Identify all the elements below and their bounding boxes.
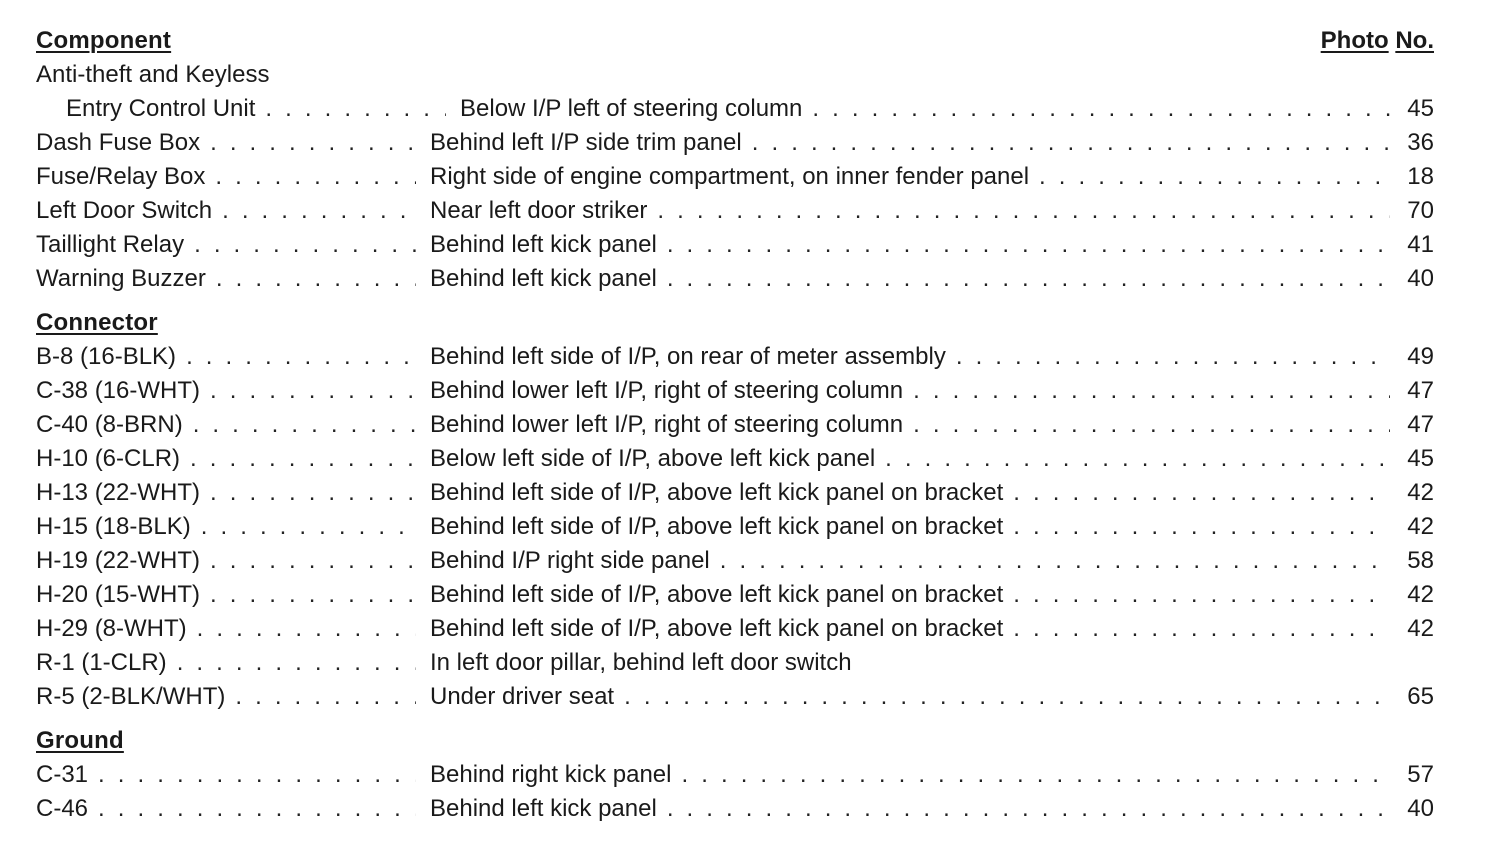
- leader-dots: [191, 510, 416, 544]
- photo-number: 40: [1407, 265, 1434, 292]
- leader-dots: [657, 262, 1390, 296]
- connector-name: H-19 (22-WHT): [36, 547, 201, 574]
- section-heading-ground: Ground: [36, 727, 124, 754]
- location-cell: [430, 374, 1390, 408]
- leader-dots: [875, 442, 1390, 476]
- table-row: [36, 758, 1434, 792]
- connector-name-cell: [36, 680, 416, 714]
- leader-dots: [206, 262, 416, 296]
- location-text: Near left door striker: [430, 197, 648, 224]
- leader-dots: [647, 194, 1390, 228]
- location-text: Below I/P left of steering column: [460, 95, 803, 122]
- leader-dots: [200, 374, 416, 408]
- leader-dots: [88, 792, 416, 826]
- table-row: [36, 646, 1434, 680]
- location-text: Behind lower left I/P, right of steering column: [430, 411, 904, 438]
- connector-name-cell: [36, 544, 416, 578]
- location-text: Behind left side of I/P, above left kick panel on bracket: [430, 479, 1004, 506]
- component-name: Left Door Switch: [36, 197, 213, 224]
- table-row: [36, 228, 1434, 262]
- connector-name-cell: [36, 442, 416, 476]
- leader-dots: [710, 544, 1390, 578]
- photo-number-heading: [1321, 24, 1434, 58]
- photo-number: 42: [1407, 581, 1434, 608]
- component-name: Dash Fuse Box: [36, 129, 201, 156]
- connector-name-cell: [36, 646, 416, 680]
- location-text: In left door pillar, behind left door switch: [430, 649, 852, 676]
- photo-number: 42: [1407, 615, 1434, 642]
- photo-number: 70: [1407, 197, 1434, 224]
- connector-name: R-5 (2-BLK/WHT): [36, 683, 226, 710]
- location-cell: [460, 92, 1390, 126]
- component-name: Entry Control Unit: [66, 95, 256, 122]
- connector-name: H-10 (6-CLR): [36, 445, 181, 472]
- location-text: Behind left side of I/P, on rear of meter assembly: [430, 343, 946, 370]
- location-text: Below left side of I/P, above left kick panel: [430, 445, 876, 472]
- component-name-cell: [36, 228, 416, 262]
- photo-heading-word1: Photo: [1320, 27, 1389, 54]
- photo-number: 49: [1407, 343, 1434, 370]
- leader-dots: [212, 194, 416, 228]
- table-row: [36, 194, 1434, 228]
- connector-name: H-13 (22-WHT): [36, 479, 201, 506]
- component-name: Warning Buzzer: [36, 265, 206, 292]
- component-heading-row: [36, 24, 1434, 58]
- location-text: Behind left side of I/P, above left kick panel on bracket: [430, 513, 1004, 540]
- location-text: Behind left kick panel: [430, 795, 657, 822]
- photo-number: 40: [1407, 795, 1434, 822]
- leader-dots: [903, 374, 1390, 408]
- table-row: [36, 510, 1434, 544]
- location-text: Behind left I/P side trim panel: [430, 129, 742, 156]
- table-row: [36, 160, 1434, 194]
- photo-number: 65: [1407, 683, 1434, 710]
- ground-name-cell: [36, 758, 416, 792]
- location-text: Behind right kick panel: [430, 761, 672, 788]
- photo-number: 47: [1407, 377, 1434, 404]
- leader-dots: [200, 126, 416, 160]
- location-cell: [430, 194, 1390, 228]
- photo-number: 18: [1407, 163, 1434, 190]
- location-cell: [430, 340, 1390, 374]
- leader-dots: [205, 160, 416, 194]
- leader-dots: [225, 680, 416, 714]
- leader-dots: [946, 340, 1390, 374]
- table-row: [36, 408, 1434, 442]
- connector-name: H-15 (18-BLK): [36, 513, 191, 540]
- leader-dots: [187, 612, 416, 646]
- photo-number: 57: [1407, 761, 1434, 788]
- connector-name-cell: [36, 408, 416, 442]
- leader-dots: [184, 228, 416, 262]
- location-text: Behind left side of I/P, above left kick panel on bracket: [430, 581, 1004, 608]
- table-row: [36, 262, 1434, 296]
- photo-number: 41: [1407, 231, 1434, 258]
- location-cell: [430, 228, 1390, 262]
- table-row: [36, 578, 1434, 612]
- location-cell: [430, 126, 1390, 160]
- connector-name-cell: [36, 340, 416, 374]
- leader-dots: [1029, 160, 1390, 194]
- table-row: [36, 92, 1434, 126]
- photo-number: 47: [1407, 411, 1434, 438]
- leader-dots: [167, 646, 416, 680]
- component-name-cell: [36, 126, 416, 160]
- leader-dots: [802, 92, 1390, 126]
- table-row: [36, 126, 1434, 160]
- component-name-cell: [36, 194, 416, 228]
- leader-dots: [742, 126, 1390, 160]
- connector-name: R-1 (1-CLR): [36, 649, 167, 676]
- section-heading-component: Component: [36, 27, 172, 54]
- leader-dots: [200, 578, 416, 612]
- location-cell: [430, 578, 1390, 612]
- location-cell: [430, 262, 1390, 296]
- leader-dots: [671, 758, 1390, 792]
- location-text: Behind left kick panel: [430, 231, 657, 258]
- connector-name: B-8 (16-BLK): [36, 343, 177, 370]
- location-cell: [430, 442, 1390, 476]
- connector-name: C-38 (16-WHT): [36, 377, 201, 404]
- photo-heading-word2: No.: [1395, 27, 1434, 54]
- location-cell: [430, 160, 1390, 194]
- ground-name: C-31: [36, 761, 89, 788]
- connector-name-cell: [36, 510, 416, 544]
- leader-dots: [200, 476, 416, 510]
- leader-dots: [1003, 612, 1390, 646]
- location-text: Under driver seat: [430, 683, 615, 710]
- photo-number: 42: [1407, 513, 1434, 540]
- parts-location-table: [36, 24, 1434, 826]
- photo-number: 45: [1407, 445, 1434, 472]
- section-heading-connector: Connector: [36, 309, 158, 336]
- table-row: [36, 612, 1434, 646]
- location-cell: [430, 792, 1390, 826]
- leader-dots: [176, 340, 416, 374]
- leader-dots: [200, 544, 416, 578]
- connector-name-cell: [36, 374, 416, 408]
- location-text: Behind I/P right side panel: [430, 547, 710, 574]
- table-row: [36, 340, 1434, 374]
- table-row: [36, 442, 1434, 476]
- component-name-cell: [36, 262, 416, 296]
- location-text: Right side of engine compartment, on inner fender panel: [430, 163, 1030, 190]
- leader-dots: [657, 792, 1390, 826]
- location-cell: [430, 476, 1390, 510]
- connector-name-cell: [36, 578, 416, 612]
- leader-dots: [614, 680, 1390, 714]
- leader-dots: [180, 442, 416, 476]
- leader-dots: [657, 228, 1390, 262]
- location-text: Behind left kick panel: [430, 265, 657, 292]
- table-row: [36, 374, 1434, 408]
- location-cell: [430, 758, 1390, 792]
- location-text: Behind lower left I/P, right of steering column: [430, 377, 904, 404]
- photo-number: 58: [1407, 547, 1434, 574]
- connector-heading-row: [36, 306, 1434, 340]
- location-cell: [430, 544, 1390, 578]
- component-name: Fuse/Relay Box: [36, 163, 206, 190]
- connector-name-cell: [36, 612, 416, 646]
- photo-number: 45: [1407, 95, 1434, 122]
- connector-name-cell: [36, 476, 416, 510]
- leader-dots: [903, 408, 1390, 442]
- leader-dots: [1003, 510, 1390, 544]
- leader-dots: [183, 408, 416, 442]
- ground-name: C-46: [36, 795, 89, 822]
- photo-number: 36: [1407, 129, 1434, 156]
- location-text: Behind left side of I/P, above left kick panel on bracket: [430, 615, 1004, 642]
- ground-heading-row: [36, 724, 1434, 758]
- location-cell: [430, 646, 1390, 680]
- table-row: [36, 792, 1434, 826]
- table-row: [36, 476, 1434, 510]
- location-cell: [430, 408, 1390, 442]
- table-row: [36, 544, 1434, 578]
- component-name-cell: [36, 92, 446, 126]
- leader-dots: [1003, 476, 1390, 510]
- location-cell: [430, 510, 1390, 544]
- connector-name: C-40 (8-BRN): [36, 411, 183, 438]
- component-name: Taillight Relay: [36, 231, 185, 258]
- leader-dots: [255, 92, 446, 126]
- component-name-cell: [36, 160, 416, 194]
- ground-name-cell: [36, 792, 416, 826]
- location-cell: [430, 612, 1390, 646]
- connector-name: H-20 (15-WHT): [36, 581, 201, 608]
- leader-dots: [1003, 578, 1390, 612]
- component-prefix-line: Anti-theft and Keyless: [36, 61, 270, 88]
- table-row: [36, 680, 1434, 714]
- connector-name: H-29 (8-WHT): [36, 615, 187, 642]
- leader-dots: [88, 758, 416, 792]
- location-cell: [430, 680, 1390, 714]
- photo-number: 42: [1407, 479, 1434, 506]
